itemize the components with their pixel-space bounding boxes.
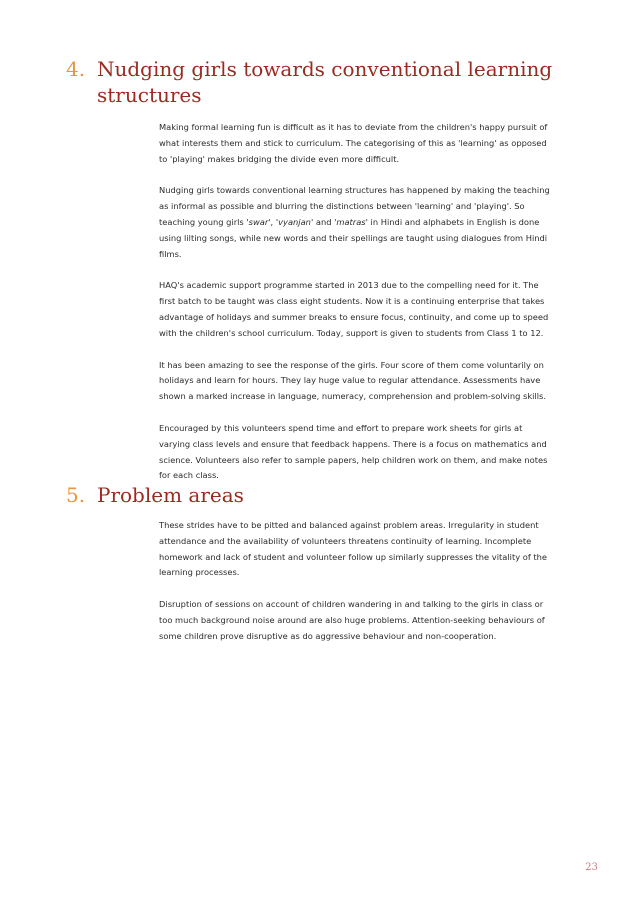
paragraph-text: ' and '	[310, 216, 337, 227]
section-5-title: Problem areas	[97, 483, 244, 507]
section-4-paragraph-1: Making formal learning fun is difficult as it has to deviate from the children's happy pursuit of what interests them and stick to curriculum. The categorising of this as 'learning' as opposed to 'playing' makes bridging the divide even more difficult.	[159, 122, 548, 164]
paragraph-text: ' in Hindi and alphabets in English is done using lilting songs, while new words and their spellings are taught using dialogues from Hindi films.	[159, 216, 548, 259]
section-4-paragraph-2	[159, 183, 551, 262]
italic-term-swar: swar	[248, 216, 269, 227]
section-4-heading	[66, 56, 566, 108]
italic-term-vyanjan: vyanjan	[278, 216, 311, 227]
section-5-paragraph-2: Disruption of sessions on account of children wandering in and talking to the girls in class or too much background noise around are also huge problems. Attention-seeking behaviours of some children prove disruptive as do aggressive behaviour and non-cooperation.	[159, 599, 545, 641]
page-number: 23	[585, 862, 598, 873]
paragraph-text: Nudging girls towards conventional learning structures has happened by making the teaching as informal as possible and blurring the distinctions between 'learning' and 'playing'. So teaching young girls '	[159, 185, 550, 227]
section-4-title-line-2: structures	[97, 83, 202, 107]
section-5-heading	[66, 482, 566, 508]
section-4-body	[159, 120, 551, 500]
section-4-paragraph-3: HAQ's academic support programme started in 2013 due to the compelling need for it. The first batch to be taught was class eight students. Now it is a continuing enterprise that takes advantage of holidays and summer breaks to ensure focus, continuity, and come up to speed with the children's school curriculum. Today, support is given to students from Class 1 to 12.	[159, 280, 549, 338]
section-5-paragraph-1: These strides have to be pitted and balanced against problem areas. Irregularity in student attendance and the availability of volunteers threatens continuity of learning. Incomplete homework and lack of student and volunteer follow up similarly suppresses the vitality of the learning processes.	[159, 520, 547, 578]
paragraph-text: ', '	[268, 216, 279, 227]
section-4-title-line-1: Nudging girls towards conventional learning	[97, 57, 553, 81]
italic-term-matras: matras	[336, 216, 366, 227]
section-5-number: 5.	[66, 483, 86, 507]
section-4-paragraph-5: Encouraged by this volunteers spend time and effort to prepare work sheets for girls at varying class levels and ensure that feedback happens. There is a focus on mathematics and science. Volunteers also refer to sample papers, help children work on them, and make notes for each class.	[159, 422, 548, 481]
section-4-paragraph-4: It has been amazing to see the response of the girls. Four score of them come voluntarily on holidays and learn for hours. They lay huge value to regular attendance. Assessments have shown a marked increase in language, numeracy, comprehension and problem-solving skills.	[159, 359, 547, 402]
section-5-body	[159, 518, 551, 661]
section-4-number: 4.	[66, 57, 86, 81]
